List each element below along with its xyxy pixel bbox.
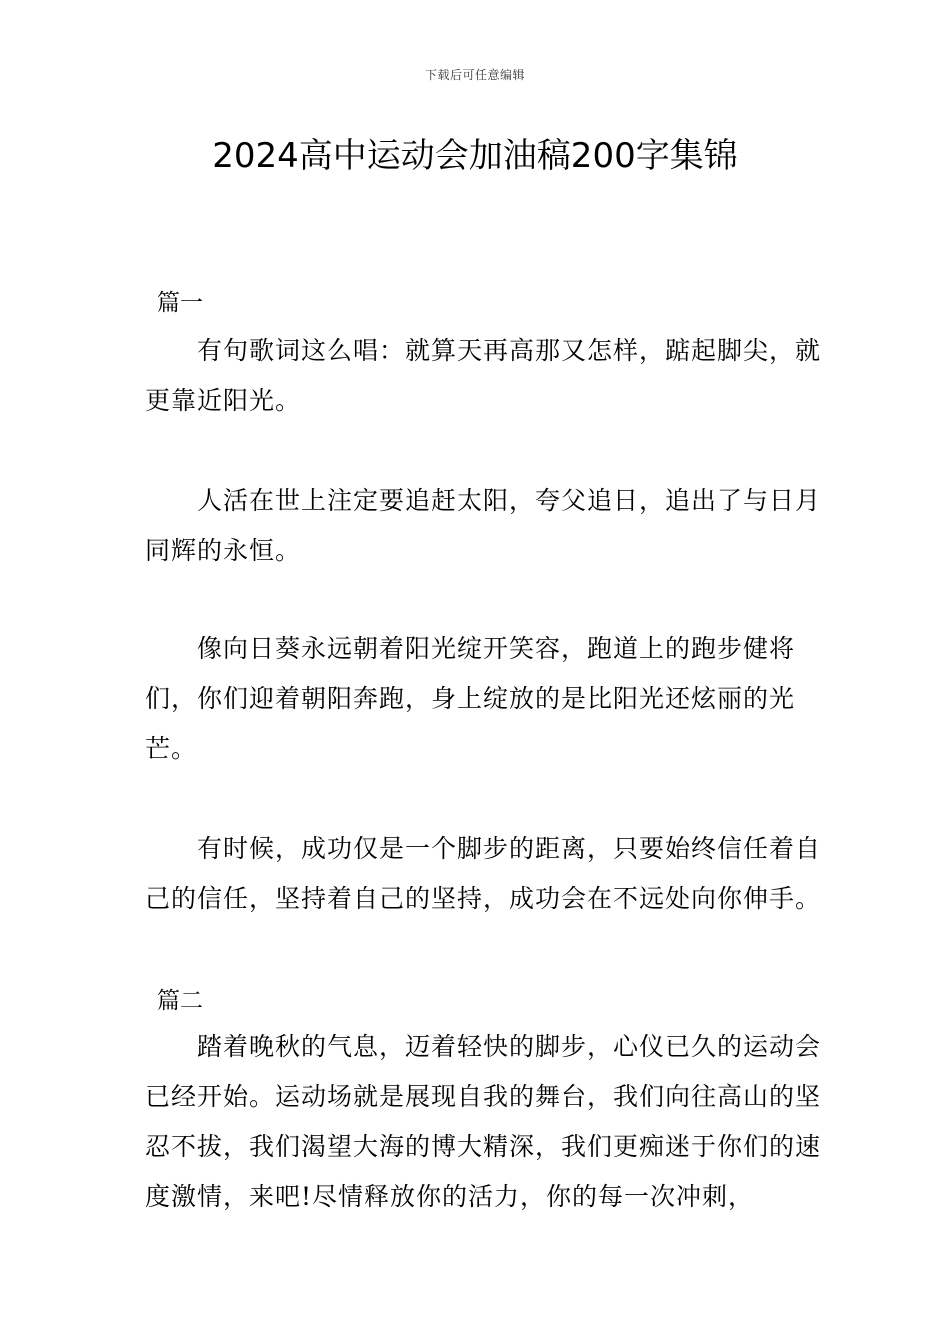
paragraph-1-1: 有句歌词这么唱：就算天再高那又怎样，踮起脚尖，就更靠近阳光。: [145, 336, 822, 415]
document-title: 2024高中运动会加油稿200字集锦: [212, 136, 738, 176]
paragraph-1-3: 像向日葵永远朝着阳光绽开笑容，跑道上的跑步健将们，你们迎着朝阳奔跑，身上绽放的是比阳光还炫丽的光芒。: [145, 634, 796, 763]
section-heading-1: 篇一: [157, 290, 203, 316]
paragraph-1-2: 人活在世上注定要追赶太阳，夸父追日，追出了与日月同辉的永恒。: [145, 486, 822, 565]
paragraph-1-4: 有时候，成功仅是一个脚步的距离，只要始终信任着自己的信任，坚持着自己的坚持，成功会在不远处向你伸手。: [145, 834, 822, 913]
section-heading-2: 篇二: [157, 988, 203, 1014]
paragraph-2-1: 踏着晚秋的气息，迈着轻快的脚步，心仪已久的运动会已经开始。运动场就是展现自我的舞台，我们向往高山的坚忍不拔，我们渴望大海的博大精深，我们更痴迷于你们的速度激情，来吧!尽情释放你的活力，你的每一次冲刺，: [145, 1032, 822, 1211]
header-note: 下载后可任意编辑: [424, 68, 525, 82]
